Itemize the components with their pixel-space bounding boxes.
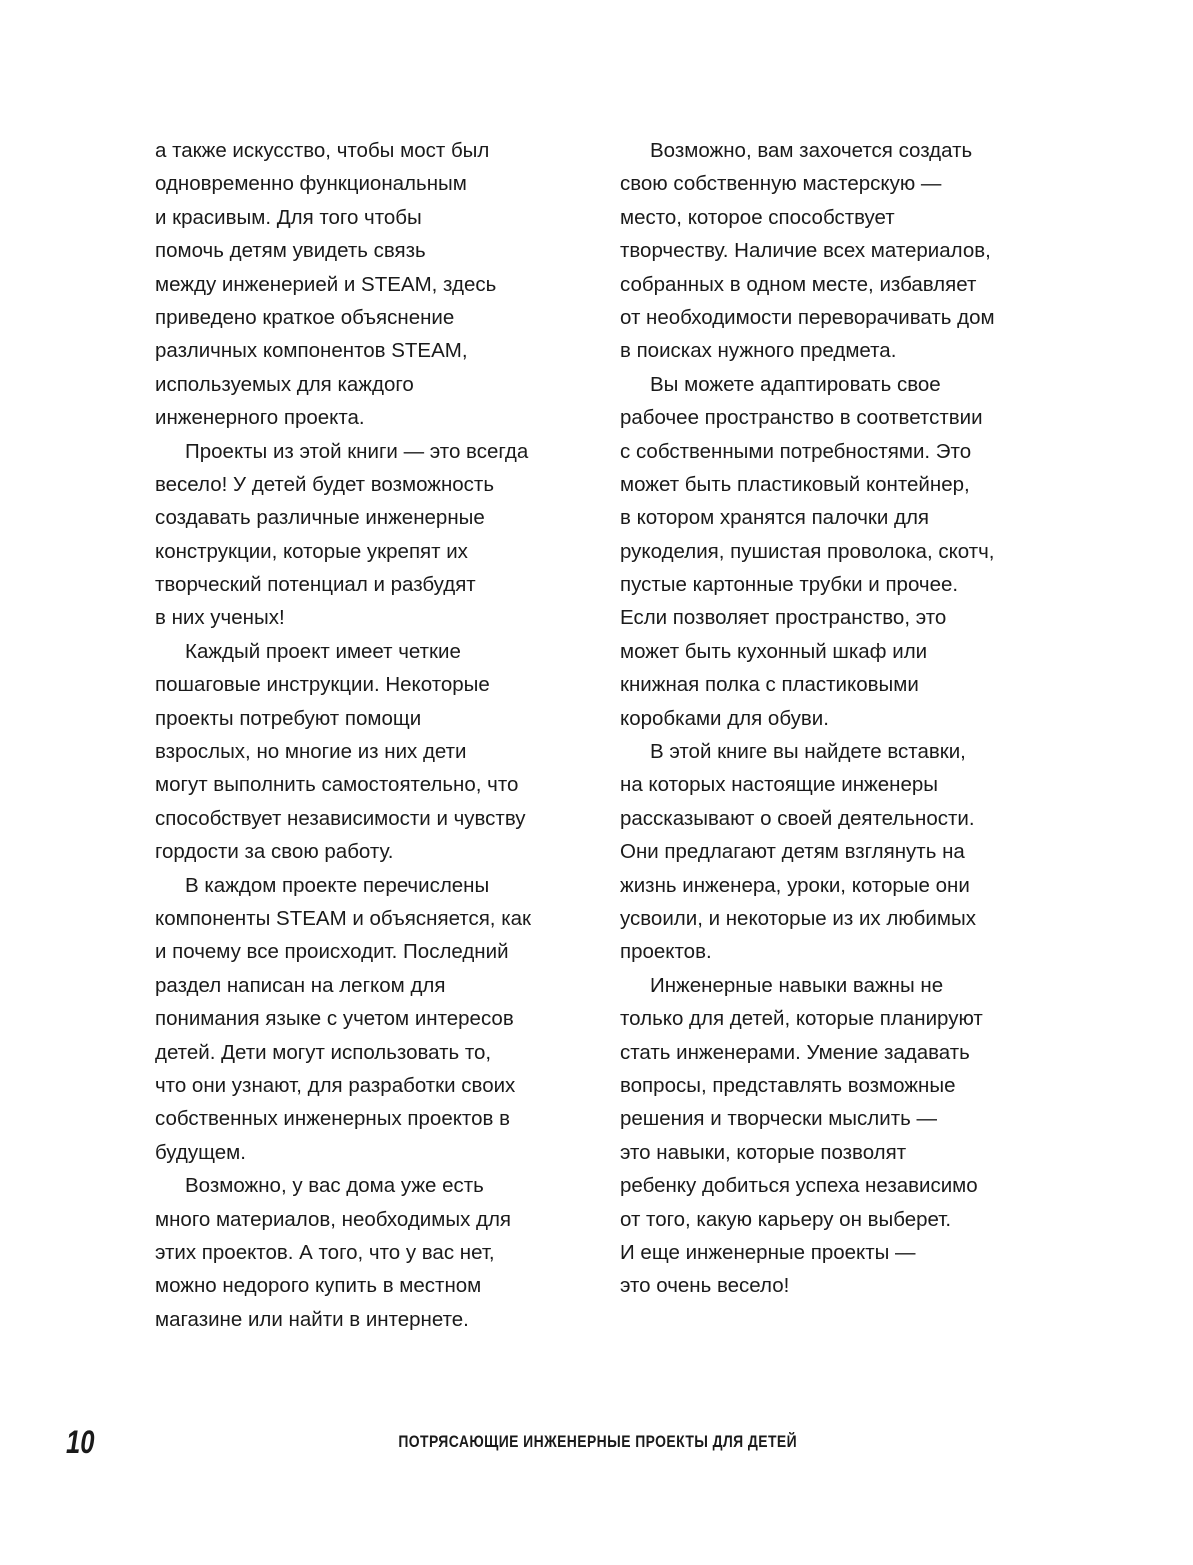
text-line: используемых для каждого — [155, 372, 414, 396]
text-line: Каждый проект имеет четкие — [185, 639, 461, 663]
text-line: понимания языке с учетом интересов — [155, 1007, 514, 1031]
text-line: вопросы, представлять возможные — [620, 1073, 956, 1097]
text-line: творческий потенциал и разбудят — [155, 573, 476, 597]
text-line: и красивым. Для того чтобы — [155, 205, 422, 229]
text-line: В этой книге вы найдете вставки, — [650, 740, 966, 764]
text-line: в поисках нужного предмета. — [620, 339, 897, 363]
text-line: В каждом проекте перечислены — [185, 873, 490, 897]
text-line: может быть пластиковый контейнер, — [620, 472, 970, 496]
paragraph — [620, 134, 995, 368]
text-line: Инженерные навыки важны не — [650, 973, 944, 997]
text-line: гордости за свою работу. — [155, 840, 394, 864]
text-line: с собственными потребностями. Это — [620, 439, 972, 463]
text-line: собственных инженерных проектов в — [155, 1107, 510, 1131]
text-line: одновременно функциональным — [155, 172, 467, 196]
text-line: от необходимости переворачивать дом — [620, 305, 995, 329]
text-line: стать инженерами. Умение задавать — [620, 1040, 970, 1064]
text-line: может быть кухонный шкаф или — [620, 639, 928, 663]
paragraph — [155, 1169, 531, 1336]
text-column-right — [620, 134, 995, 1303]
paragraph — [155, 869, 531, 1170]
text-line: проекты потребуют помощи — [155, 706, 422, 730]
text-line: в котором хранятся палочки для — [620, 506, 930, 530]
text-line: творчеству. Наличие всех материалов, — [620, 239, 991, 263]
text-line: и почему все происходит. Последний — [155, 940, 509, 964]
text-column-left — [155, 134, 531, 1336]
text-line: Они предлагают детям взглянуть на — [620, 840, 965, 864]
text-line: от того, какую карьеру он выберет. — [620, 1207, 952, 1231]
text-line: способствует независимости и чувству — [155, 806, 526, 830]
text-line: Возможно, вам захочется создать — [650, 139, 973, 162]
text-line: Вы можете адаптировать свое — [650, 372, 941, 396]
text-line: приведено краткое объяснение — [155, 305, 455, 329]
text-line: проектов. — [620, 940, 712, 964]
text-line: магазине или найти в интернете. — [155, 1307, 469, 1331]
text-line: на которых настоящие инженеры — [620, 773, 939, 797]
paragraph — [620, 969, 995, 1303]
text-line: можно недорого купить в местном — [155, 1274, 482, 1298]
text-line: что они узнают, для разработки своих — [155, 1073, 516, 1097]
text-line: а также искусство, чтобы мост был — [155, 139, 490, 162]
text-line: между инженерией и STEAM, здесь — [155, 272, 497, 296]
text-line: этих проектов. А того, что у вас нет, — [155, 1240, 495, 1264]
text-line: Если позволяет пространство, это — [620, 606, 947, 630]
text-line: взрослых, но многие из них дети — [155, 740, 467, 764]
text-line: свою собственную мастерскую — — [620, 172, 942, 196]
page-number: 10 — [66, 1424, 95, 1460]
text-line: рабочее пространство в соответствии — [620, 406, 983, 430]
paragraph — [155, 134, 531, 435]
text-line: пустые картонные трубки и прочее. — [620, 573, 959, 597]
text-line: инженерного проекта. — [155, 406, 365, 430]
paragraph — [155, 635, 531, 869]
text-line: компоненты STEAM и объясняется, как — [155, 906, 531, 930]
text-line: только для детей, которые планируют — [620, 1007, 983, 1031]
text-line: коробками для обуви. — [620, 706, 829, 730]
text-line: И еще инженерные проекты — — [620, 1240, 916, 1264]
text-line: жизнь инженера, уроки, которые они — [620, 873, 970, 897]
text-line: Возможно, у вас дома уже есть — [185, 1174, 484, 1198]
text-line: Проекты из этой книги — это всегда — [185, 439, 529, 463]
text-line: много материалов, необходимых для — [155, 1207, 512, 1231]
paragraph — [155, 435, 531, 635]
text-line: рассказывают о своей деятельности. — [620, 806, 975, 830]
text-line: пошаговые инструкции. Некоторые — [155, 673, 490, 697]
text-line: это навыки, которые позволят — [620, 1140, 907, 1164]
running-footer-title: ПОТРЯСАЮЩИЕ ИНЖЕНЕРНЫЕ ПРОЕКТЫ ДЛЯ ДЕТЕЙ — [398, 1432, 798, 1451]
text-line: помочь детям увидеть связь — [155, 239, 426, 263]
text-line: усвоили, и некоторые из их любимых — [620, 906, 976, 930]
text-line: решения и творчески мыслить — — [620, 1107, 937, 1131]
text-line: детей. Дети могут использовать то, — [155, 1040, 492, 1064]
text-line: раздел написан на легком для — [155, 973, 446, 997]
text-line: весело! У детей будет возможность — [155, 472, 495, 496]
text-line: будущем. — [155, 1140, 246, 1164]
text-line: это очень весело! — [620, 1274, 790, 1298]
paragraph — [620, 735, 995, 969]
paragraph — [620, 368, 995, 735]
text-line: в них ученых! — [155, 606, 285, 630]
text-line: могут выполнить самостоятельно, что — [155, 773, 519, 797]
text-line: книжная полка с пластиковыми — [620, 673, 919, 697]
text-line: конструкции, которые укрепят их — [155, 539, 468, 563]
text-line: место, которое способствует — [620, 205, 895, 229]
text-line: ребенку добиться успеха независимо — [620, 1174, 978, 1198]
text-line: различных компонентов STEAM, — [155, 339, 468, 363]
text-line: рукоделия, пушистая проволока, скотч, — [620, 539, 995, 563]
text-line: создавать различные инженерные — [155, 506, 485, 530]
text-line: собранных в одном месте, избавляет — [620, 272, 977, 296]
